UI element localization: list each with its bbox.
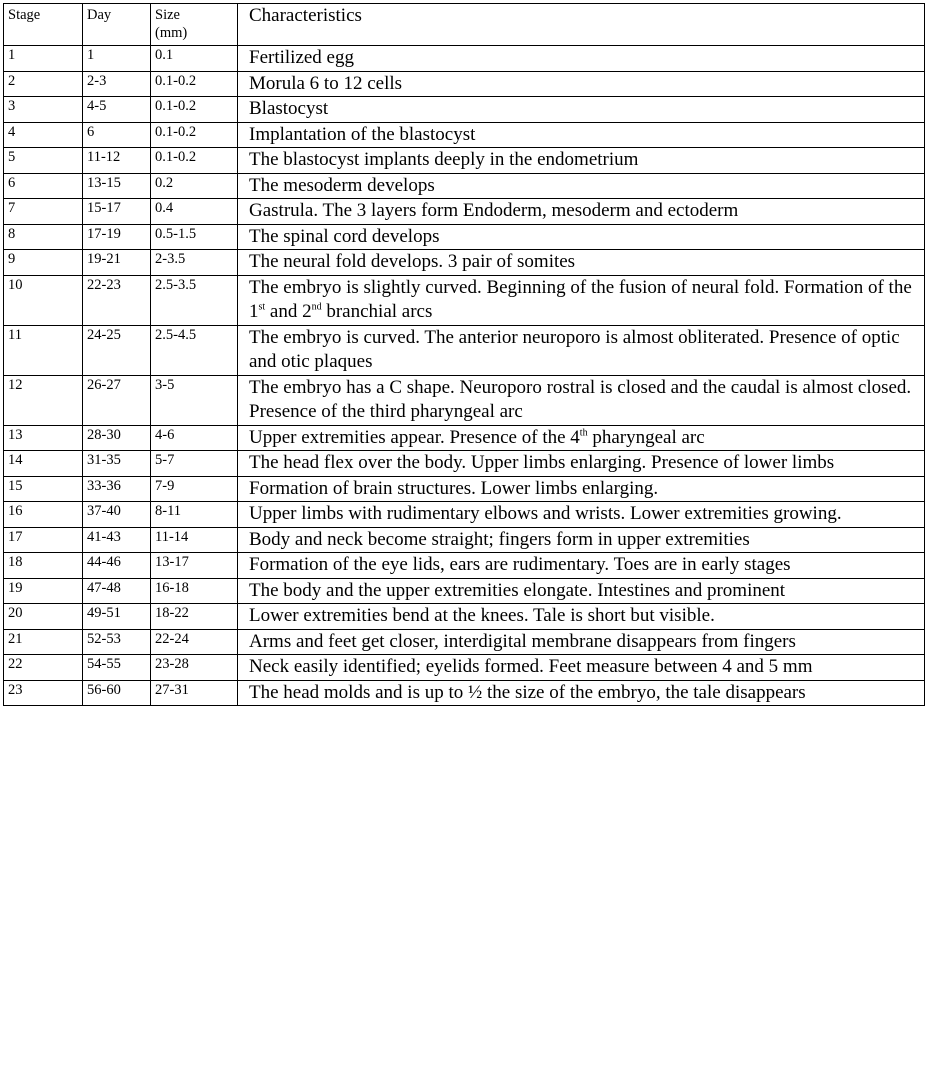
table-row xyxy=(4,71,925,97)
table-row xyxy=(4,629,925,655)
cell-day: 47-48 xyxy=(83,578,151,604)
table-row xyxy=(4,224,925,250)
header-characteristics: Characteristics xyxy=(238,4,925,46)
cell-stage: 13 xyxy=(4,425,83,451)
cell-day: 49-51 xyxy=(83,604,151,630)
cell-characteristics: The mesoderm develops xyxy=(238,173,925,199)
table-row xyxy=(4,578,925,604)
cell-characteristics: The head flex over the body. Upper limbs enlarging. Presence of lower limbs xyxy=(238,451,925,477)
cell-stage: 6 xyxy=(4,173,83,199)
cell-size: 8-11 xyxy=(151,502,238,528)
cell-characteristics: Formation of the eye lids, ears are rudimentary. Toes are in early stages xyxy=(238,553,925,579)
table-row xyxy=(4,680,925,706)
cell-stage: 3 xyxy=(4,97,83,123)
cell-stage: 17 xyxy=(4,527,83,553)
cell-stage: 10 xyxy=(4,275,83,325)
table-row xyxy=(4,502,925,528)
cell-characteristics: Blastocyst xyxy=(238,97,925,123)
cell-stage: 7 xyxy=(4,199,83,225)
table-row xyxy=(4,655,925,681)
cell-stage: 21 xyxy=(4,629,83,655)
table-row xyxy=(4,527,925,553)
cell-day: 31-35 xyxy=(83,451,151,477)
cell-stage: 20 xyxy=(4,604,83,630)
cell-characteristics: The embryo has a C shape. Neuroporo rostral is closed and the caudal is almost closed. Presence of the third pharyngeal arc xyxy=(238,375,925,425)
cell-day: 33-36 xyxy=(83,476,151,502)
cell-day: 24-25 xyxy=(83,325,151,375)
table-row xyxy=(4,199,925,225)
cell-stage: 12 xyxy=(4,375,83,425)
cell-characteristics: Fertilized egg xyxy=(238,46,925,72)
cell-size: 27-31 xyxy=(151,680,238,706)
cell-size: 22-24 xyxy=(151,629,238,655)
cell-size: 16-18 xyxy=(151,578,238,604)
table-row xyxy=(4,325,925,375)
cell-stage: 15 xyxy=(4,476,83,502)
cell-stage: 14 xyxy=(4,451,83,477)
table-row xyxy=(4,425,925,451)
cell-stage: 4 xyxy=(4,122,83,148)
cell-stage: 5 xyxy=(4,148,83,174)
cell-stage: 1 xyxy=(4,46,83,72)
cell-characteristics: Upper limbs with rudimentary elbows and wrists. Lower extremities growing. xyxy=(238,502,925,528)
cell-day: 4-5 xyxy=(83,97,151,123)
cell-day: 41-43 xyxy=(83,527,151,553)
cell-size: 0.1-0.2 xyxy=(151,97,238,123)
cell-day: 2-3 xyxy=(83,71,151,97)
cell-characteristics: The head molds and is up to ½ the size of the embryo, the tale disappears xyxy=(238,680,925,706)
cell-day: 11-12 xyxy=(83,148,151,174)
cell-size: 3-5 xyxy=(151,375,238,425)
table-row xyxy=(4,476,925,502)
cell-characteristics: Neck easily identified; eyelids formed. Feet measure between 4 and 5 mm xyxy=(238,655,925,681)
cell-size: 0.1-0.2 xyxy=(151,71,238,97)
table-row xyxy=(4,148,925,174)
header-stage: Stage xyxy=(4,4,83,46)
cell-characteristics: The blastocyst implants deeply in the endometrium xyxy=(238,148,925,174)
table-row xyxy=(4,250,925,276)
cell-size: 4-6 xyxy=(151,425,238,451)
cell-size: 18-22 xyxy=(151,604,238,630)
cell-size: 0.1-0.2 xyxy=(151,148,238,174)
table-row xyxy=(4,122,925,148)
embryo-stages-table xyxy=(3,3,925,706)
cell-size: 11-14 xyxy=(151,527,238,553)
cell-day: 56-60 xyxy=(83,680,151,706)
cell-characteristics: Upper extremities appear. Presence of the 4th pharyngeal arc xyxy=(238,425,925,451)
cell-size: 0.1-0.2 xyxy=(151,122,238,148)
cell-characteristics: Implantation of the blastocyst xyxy=(238,122,925,148)
cell-size: 23-28 xyxy=(151,655,238,681)
cell-characteristics: Arms and feet get closer, interdigital membrane disappears from fingers xyxy=(238,629,925,655)
cell-characteristics: Body and neck become straight; fingers form in upper extremities xyxy=(238,527,925,553)
cell-day: 19-21 xyxy=(83,250,151,276)
cell-day: 52-53 xyxy=(83,629,151,655)
cell-stage: 19 xyxy=(4,578,83,604)
table-row xyxy=(4,46,925,72)
cell-stage: 18 xyxy=(4,553,83,579)
header-day: Day xyxy=(83,4,151,46)
cell-characteristics: The neural fold develops. 3 pair of somites xyxy=(238,250,925,276)
cell-characteristics: The spinal cord develops xyxy=(238,224,925,250)
cell-size: 0.2 xyxy=(151,173,238,199)
cell-stage: 8 xyxy=(4,224,83,250)
cell-day: 15-17 xyxy=(83,199,151,225)
table-header-row xyxy=(4,4,925,46)
cell-size: 0.1 xyxy=(151,46,238,72)
cell-day: 44-46 xyxy=(83,553,151,579)
table-row xyxy=(4,97,925,123)
table-row xyxy=(4,553,925,579)
cell-characteristics: Lower extremities bend at the knees. Tale is short but visible. xyxy=(238,604,925,630)
cell-characteristics: Formation of brain structures. Lower limbs enlarging. xyxy=(238,476,925,502)
cell-day: 6 xyxy=(83,122,151,148)
cell-size: 13-17 xyxy=(151,553,238,579)
cell-characteristics: Gastrula. The 3 layers form Endoderm, mesoderm and ectoderm xyxy=(238,199,925,225)
table-row xyxy=(4,451,925,477)
cell-stage: 22 xyxy=(4,655,83,681)
cell-characteristics: The embryo is slightly curved. Beginning of the fusion of neural fold. Formation of the 1st and 2nd branchial arcs xyxy=(238,275,925,325)
table-row xyxy=(4,375,925,425)
cell-day: 1 xyxy=(83,46,151,72)
cell-day: 13-15 xyxy=(83,173,151,199)
cell-characteristics: Morula 6 to 12 cells xyxy=(238,71,925,97)
cell-characteristics: The body and the upper extremities elongate. Intestines and prominent xyxy=(238,578,925,604)
table-row xyxy=(4,275,925,325)
cell-day: 37-40 xyxy=(83,502,151,528)
cell-size: 0.5-1.5 xyxy=(151,224,238,250)
cell-size: 5-7 xyxy=(151,451,238,477)
cell-stage: 11 xyxy=(4,325,83,375)
cell-size: 0.4 xyxy=(151,199,238,225)
cell-day: 22-23 xyxy=(83,275,151,325)
cell-size: 2-3.5 xyxy=(151,250,238,276)
table-row xyxy=(4,173,925,199)
cell-stage: 2 xyxy=(4,71,83,97)
cell-characteristics: The embryo is curved. The anterior neuroporo is almost obliterated. Presence of optic and otic plaques xyxy=(238,325,925,375)
cell-size: 2.5-3.5 xyxy=(151,275,238,325)
table-row xyxy=(4,604,925,630)
cell-stage: 9 xyxy=(4,250,83,276)
cell-day: 54-55 xyxy=(83,655,151,681)
cell-stage: 16 xyxy=(4,502,83,528)
cell-stage: 23 xyxy=(4,680,83,706)
cell-size: 2.5-4.5 xyxy=(151,325,238,375)
cell-day: 28-30 xyxy=(83,425,151,451)
cell-size: 7-9 xyxy=(151,476,238,502)
header-size: Size (mm) xyxy=(151,4,238,46)
cell-day: 17-19 xyxy=(83,224,151,250)
cell-day: 26-27 xyxy=(83,375,151,425)
